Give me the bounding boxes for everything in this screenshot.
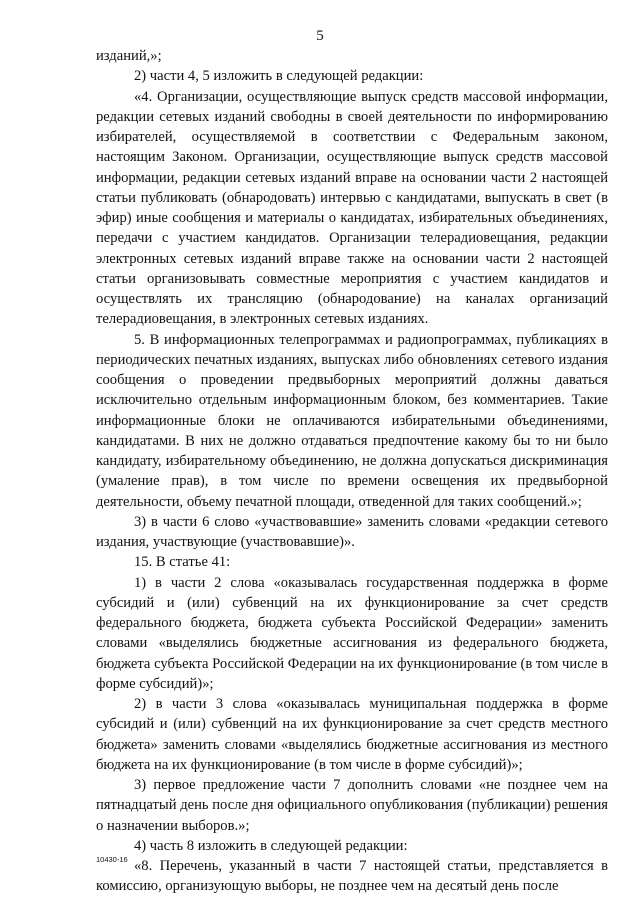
paragraph-item-3: 3) в части 6 слово «участвовавшие» заменить словами «редакции сетевого издания, участвующие (участвовавшие)». [96, 513, 608, 550]
paragraph-art41-item-4: 4) часть 8 изложить в следующей редакции: [134, 837, 408, 854]
paragraph-art41-item-3: 3) первое предложение части 7 дополнить словами «не позднее чем на пятнадцатый день после дня официального опубликования (публикации) решения о назначении выборов.»; [96, 777, 608, 834]
paragraph-art41-item-1: 1) в части 2 слова «оказывалась государственная поддержка в форме субсидий и (или) субвенций на их функционирование за счет средств федерального бюджета, бюджета субъекта Российской Федерации» заменить словами «выделялись бюджетные ассигнования из федерального бюджета, бюджета субъекта Российской Федерации на их функционирование (в том числе в форме субсидий)»; [96, 574, 608, 692]
paragraph-part-4: «4. Организации, осуществляющие выпуск средств массовой информации, редакции сетевых изданий свободны в своей деятельности по информированию избирателей, осуществляемой в соответствии с Федеральным законом, настоящим Законом. Организации, осуществляющие выпуск средств массовой информации, редакции сетевых изданий вправе на основании части 2 настоящей статьи публиковать (обнародовать) интервью с кандидатами, выпускать в свет (в эфир) иные сообщения и материалы о кандидатах, избирательных объединениях, передачи с участием кандидатов. Организации телерадиовещания, редакции электронных сетевых изданий вправе также на основании части 2 настоящей статьи организовывать совместные мероприятия с участием кандидатов и осуществлять их трансляцию (обнародование) на каналах организаций телерадиовещания, в электронных сетевых изданиях. [96, 88, 608, 328]
document-body [96, 46, 608, 897]
page-number: 5 [316, 28, 324, 44]
paragraph-article-41: 15. В статье 41: [134, 554, 231, 571]
paragraph-art41-item-2: 2) в части 3 слова «оказывалась муниципальная поддержка в форме субсидий и (или) субвенций на их функционирование за счет средств местного бюджета» заменить словами «выделялись бюджетные ассигнования из местного бюджета на их функционирование (в том числе в форме субсидий)»; [96, 696, 608, 773]
paragraph-item-2: 2) части 4, 5 изложить в следующей редакции: [134, 68, 424, 85]
footer-document-code: 10430-16 [96, 855, 128, 864]
paragraph-part-5: 5. В информационных телепрограммах и радиопрограммах, публикациях в периодических печатных изданиях, выпусках либо обновлениях сетевого издания сообщения о проведении предвыборных мероприятий должны даваться исключительно отдельным информационным блоком, без комментариев. Такие информационные блоки не оплачиваются избирательными объединениями, кандидатами. В них не должно отдаваться предпочтение какому бы то ни было кандидату, избирательному объединению, не должна допускаться дискриминация (умаление прав), в том числе по времени освещения их предвыборной деятельности, объему печатной площади, отведенной для таких сообщений.»; [96, 331, 608, 510]
paragraph-part-8: «8. Перечень, указанный в части 7 настоящей статьи, представляется в комиссию, организующую выборы, не позднее чем на десятый день после [96, 858, 608, 895]
paragraph-continuation: изданий,»; [96, 48, 162, 64]
